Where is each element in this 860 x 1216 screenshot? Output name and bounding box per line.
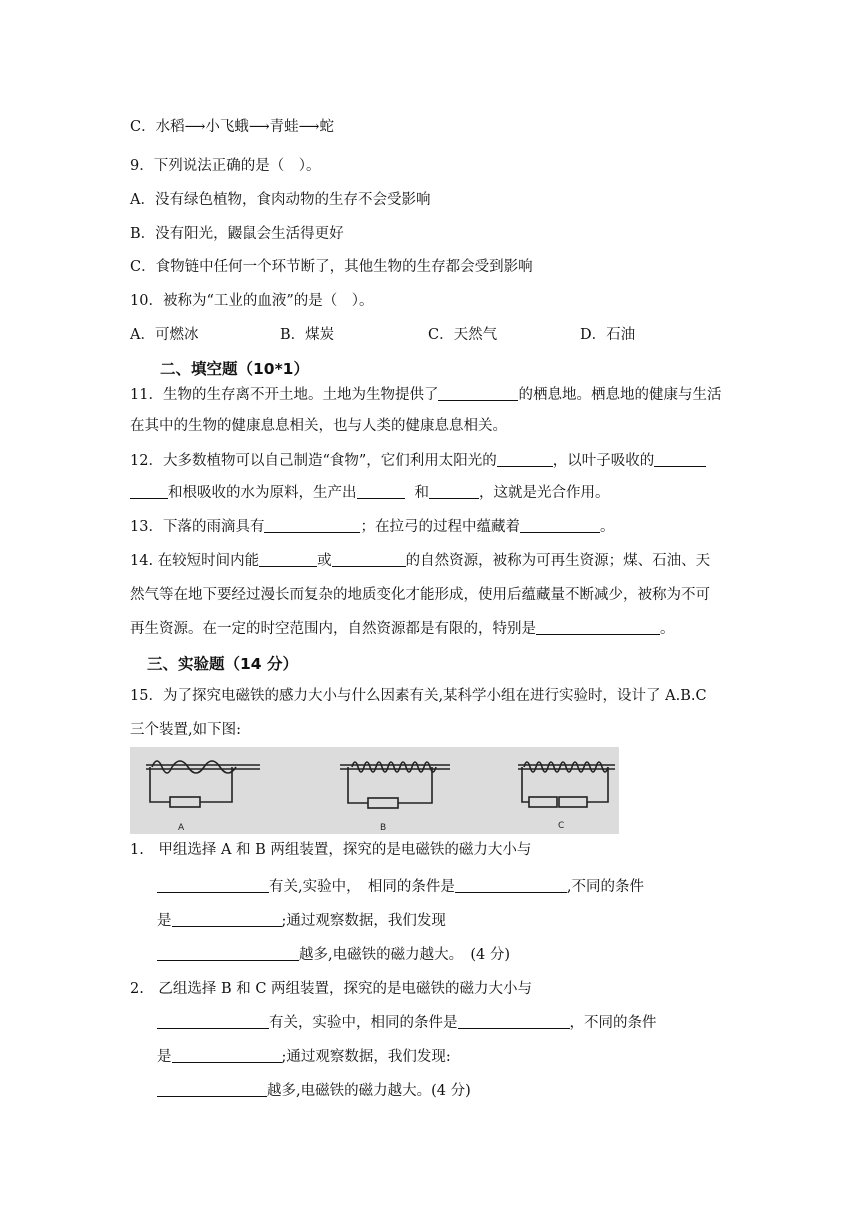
sub1-text-4: 越多,电磁铁的磁力越大。 (4 分) (299, 947, 511, 963)
sub1-line3 (157, 911, 446, 931)
q13-text-1: 13．下落的雨滴具有 (130, 519, 265, 535)
sub1-blank-3[interactable] (172, 911, 282, 927)
q14-blank-2[interactable] (332, 551, 406, 567)
sub2-blank-4[interactable] (157, 1081, 267, 1097)
q12-text-5: ，这就是光合作用。 (479, 485, 610, 501)
q11-text-2: 的栖息地。栖息地的健康与生活 (518, 387, 722, 403)
q14-line2: 然气等在地下要经过漫长而复杂的地质变化才能形成，使用后蕴藏量不断减少，被称为不可 (130, 587, 710, 603)
sub2-text-4: 越多,电磁铁的磁力越大。(4 分) (267, 1083, 471, 1099)
q12-blank-2-cont[interactable] (130, 483, 168, 499)
q12-text-4: 和 (414, 485, 429, 501)
sub2-blank-3[interactable] (172, 1047, 282, 1063)
q13-line (130, 517, 614, 537)
electromagnet-diagram (130, 747, 619, 834)
q10-option-c: C．天然气 (428, 327, 498, 343)
sub2-text-3b: ;通过观察数据，我们发现: (281, 1049, 451, 1065)
q13-text-3: 。 (599, 519, 615, 535)
q9-option-a: A．没有绿色植物，食肉动物的生存不会受影响 (130, 192, 431, 208)
q14-blank-3[interactable] (536, 619, 660, 635)
sub1-line4 (157, 945, 510, 965)
q12-line1 (130, 451, 706, 471)
q14-text-5: 。 (660, 621, 675, 637)
q15-line1: 15．为了探究电磁铁的感力大小与什么因素有关,某科学小组在进行实验时，设计了 A.B.C (130, 688, 707, 704)
electromagnet-apparatus-figure (130, 747, 619, 834)
q12-line2 (130, 483, 610, 503)
sub1-blank-4[interactable] (157, 945, 299, 961)
sub2-blank-1[interactable] (157, 1013, 269, 1029)
q8-option-c: C．水稻⟶小飞蛾⟶青蛙⟶蛇 (130, 119, 334, 135)
apparatus-b (340, 762, 450, 808)
q11-blank-1[interactable] (438, 385, 518, 401)
section-fill-in-heading: 二、填空题（10*1） (160, 360, 309, 378)
q9-stem: 9．下列说法正确的是（ ）。 (130, 158, 321, 174)
q14-line1 (130, 551, 710, 571)
section-experiment-heading: 三、实验题（14 分） (147, 655, 298, 673)
figure-label-a: A (178, 823, 185, 833)
q12-blank-1[interactable] (497, 451, 553, 467)
q13-blank-1[interactable] (264, 517, 360, 533)
q14-text-4: 再生资源。在一定的时空范围内，自然资源都是有限的，特别是 (130, 621, 536, 637)
q10-option-d: D．石油 (580, 327, 636, 343)
apparatus-c (518, 762, 615, 807)
q10-option-b: B．煤炭 (280, 327, 335, 343)
sub2-line3 (157, 1047, 451, 1067)
q10-option-a: A．可燃冰 (130, 327, 199, 343)
sub2-line4 (157, 1081, 471, 1101)
q12-blank-3[interactable] (357, 483, 405, 499)
sub1-line2 (157, 877, 644, 897)
sub1-text-3b: ;通过观察数据，我们发现 (281, 913, 446, 929)
apparatus-a (146, 761, 260, 807)
q14-text-3: 的自然资源，被称为可再生资源；煤、石油、天 (405, 553, 711, 569)
q12-text-2: ，以叶子吸收的 (552, 453, 655, 469)
sub2-text-2a: 有关，实验中，相同的条件是 (269, 1015, 458, 1031)
q11-line1 (130, 385, 721, 405)
q9-option-c: C．食物链中任何一个环节断了，其他生物的生存都会受到影响 (130, 259, 533, 275)
q10-options (130, 325, 635, 345)
figure-label-b: B (380, 823, 387, 833)
sub2-line1: 2. 乙组选择 B 和 C 两组装置，探究的是电磁铁的磁力大小与 (130, 981, 533, 997)
q14-text-1: 14. 在较短时间内能 (130, 553, 260, 569)
sub1-text-3a: 是 (157, 913, 172, 929)
sub1-text-2a: 有关,实验中， 相同的条件是 (269, 879, 455, 895)
q11-line2: 在其中的生物的健康息息相关，也与人类的健康息息相关。 (130, 418, 507, 434)
sub2-text-2b: ，不同的条件 (569, 1015, 657, 1031)
q13-blank-2[interactable] (520, 517, 600, 533)
q12-blank-4[interactable] (429, 483, 479, 499)
q12-text-1: 12．大多数植物可以自己制造“食物”，它们利用太阳光的 (130, 453, 497, 469)
q11-text-1: 11．生物的生存离不开土地。土地为生物提供了 (130, 387, 439, 403)
q14-text-2: 或 (317, 553, 332, 569)
q12-text-3: 和根吸收的水为原料，生产出 (168, 485, 357, 501)
q9-option-b: B．没有阳光，鼹鼠会生活得更好 (130, 226, 344, 242)
sub2-blank-2[interactable] (458, 1013, 570, 1029)
q14-line3 (130, 619, 675, 639)
sub1-blank-2[interactable] (455, 877, 567, 893)
q12-blank-2[interactable] (654, 451, 706, 467)
q15-line2: 三个装置,如下图: (130, 722, 241, 738)
sub2-text-3a: 是 (157, 1049, 172, 1065)
q13-text-2: ；在拉弓的过程中蕴藏着 (360, 519, 520, 535)
sub1-line1: 1. 甲组选择 A 和 B 两组装置，探究的是电磁铁的磁力大小与 (130, 842, 532, 858)
sub1-text-2b: ,不同的条件 (566, 879, 644, 895)
q14-blank-1[interactable] (259, 551, 317, 567)
q10-stem: 10．被称为“工业的血液”的是（ ）。 (130, 293, 374, 309)
sub2-line2 (157, 1013, 657, 1033)
figure-label-c: C (558, 821, 565, 831)
sub1-blank-1[interactable] (157, 877, 269, 893)
